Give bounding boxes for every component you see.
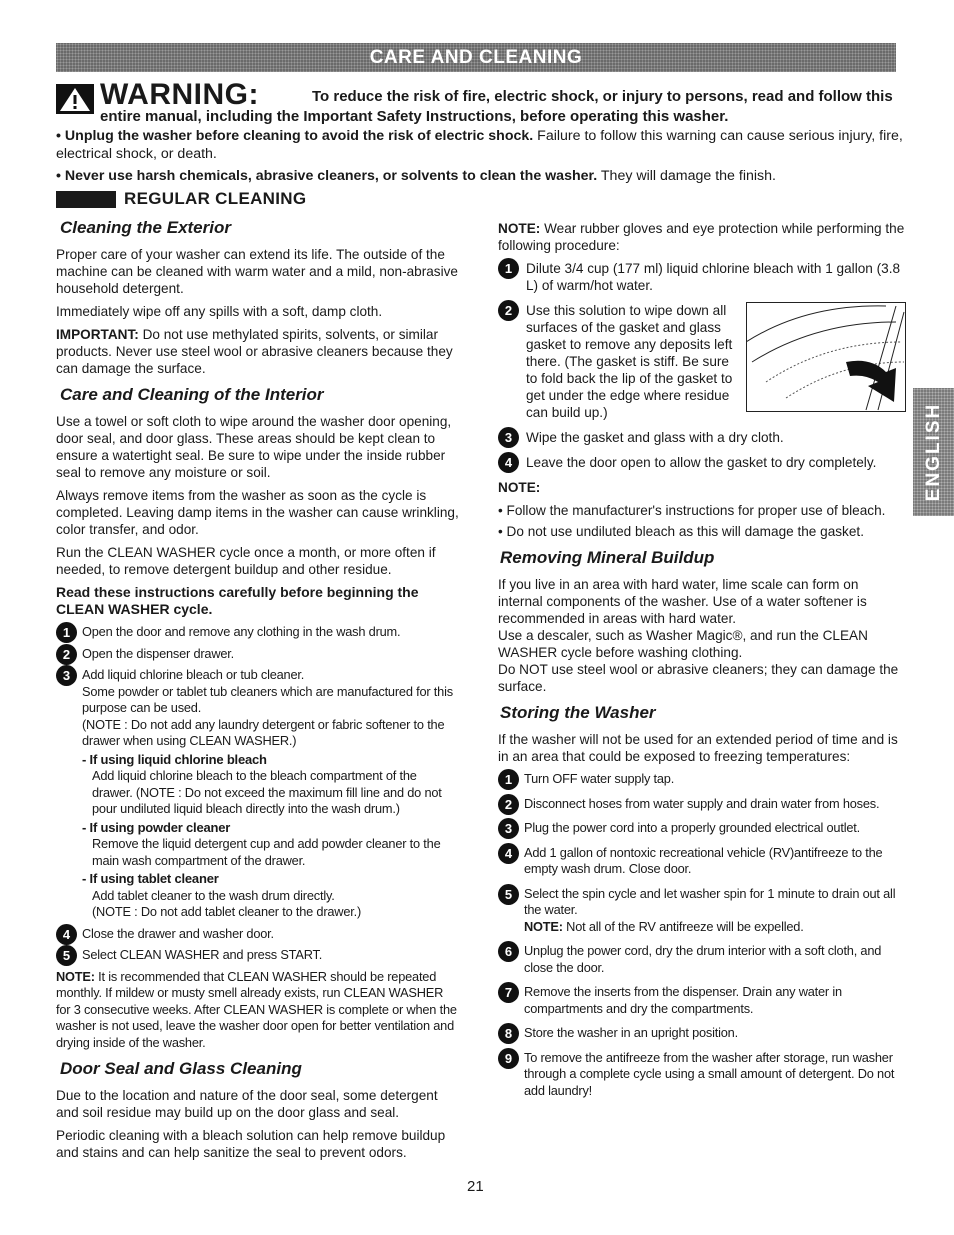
interior-p3: Run the CLEAN WASHER cycle once a month, or more often if needed, to remove detergent buildup and other residue. [56,545,436,577]
interior-p2: Always remove items from the washer as soon as the cycle is completed. Leaving damp items in the washer can cause wrinkling, color transfer, and odor. [56,488,459,537]
mineral-p1: If you live in an area with hard water, lime scale can form on internal components of the washer. Use of a water softener is recommended in areas with hard water. [498,577,867,626]
clean-step-3: 3 Add liquid chlorine bleach or tub cleaner. Some powder or tablet tub cleaners which are manufactured for this purpose can be used. (NOTE : Do not add any laundry detergent or fabric softener to the drawer when using CLEAN WASHER.) - If using liquid chlorine bleach Add liquid chlorine bleach to the bleach compartment of the drawer. (NOTE : Do not exceed the maximum fill line and do not pour undiluted liquid bleach directly into the wash drum.) - If using powder cleaner Remove the liquid detergent cup and add powder cleaner to the main wash compartment of the drawer. - If using tablet cleaner Add tablet cleaner to the wash drum directly. (NOTE : Do not add tablet cleaner to the drawer.) [56,667,460,921]
store-step-1: 1 Turn OFF water supply tap. [498,771,906,788]
exterior-important: IMPORTANT: Do not use methylated spirits, solvents, or similar products. Never use steel wool or abrasive cleaners because they can damage the surface. [56,327,453,376]
sub-liquid-title: - If using liquid chlorine bleach [82,751,267,767]
store-step-7: 7 Remove the inserts from the dispenser. Drain any water in compartments and dry the compartments. [498,984,906,1017]
heading-bar [56,191,116,208]
interior-title: Care and Cleaning of the Interior [60,385,324,404]
store-step-8: 8 Store the washer in an upright position. [498,1025,906,1042]
store-step-9: 9 To remove the antifreeze from the washer after storage, run washer through a complete cycle using a small amount of detergent. Do not add laundry! [498,1050,906,1100]
seal-step-2: 2 Use this solution to wipe down all surfaces of the gasket and glass gasket to remove any deposits left there. (The gasket is stiff. Be sure to fold back the lip of the gasket to get under the edge where residue can build up.) [498,302,906,421]
store-step-4: 4 Add 1 gallon of nontoxic recreational vehicle (RV)antifreeze to the empty wash drum. Close door. [498,845,906,878]
seal-step-1: 1 Dilute 3/4 cup (177 ml) liquid chlorine bleach with 1 gallon (3.8 L) of warm/hot water. [498,260,906,294]
language-side-tab: ENGLISH [913,388,954,516]
right-note: NOTE: Wear rubber gloves and eye protection while performing the following procedure: [498,221,905,253]
warning-bullet-chemicals: • Never use harsh chemicals, abrasive cleaners, or solvents to clean the washer. They will damage the finish. [56,168,776,184]
page-number: 21 [467,1178,484,1195]
sub-tablet-text-b: (NOTE : Do not add tablet cleaner to the drawer.) [92,904,362,919]
section-header-bar: CARE AND CLEANING [56,43,896,72]
interior-bold-instruction: Read these instructions carefully before beginning the CLEAN WASHER cycle. [56,584,419,617]
seal-step-4: 4 Leave the door open to allow the gasket to dry completely. [498,454,906,471]
clean-step-5: 5 Select CLEAN WASHER and press START. [56,947,460,964]
right-column [498,220,906,1104]
clean-step-1: 1 Open the door and remove any clothing in the wash drum. [56,624,460,641]
door-seal-p2: Periodic cleaning with a bleach solution can help remove buildup and stains and can help sanitize the seal to prevent odors. [56,1128,446,1160]
door-seal-title: Door Seal and Glass Cleaning [60,1059,302,1078]
sub-powder-title: - If using powder cleaner [82,819,231,835]
warning-lead-line2: entire manual, including the Important Safety Instructions, before operating this washer. [100,108,729,125]
sub-powder-text: Remove the liquid detergent cup and add powder cleaner to the main wash compartment of the drawer. [92,836,441,868]
gasket-illustration [746,302,906,412]
regular-cleaning-heading [56,188,460,210]
left-column [56,188,460,1167]
door-seal-p1: Due to the location and nature of the door seal, some detergent and soil residue may build up on the door glass and seal. [56,1088,438,1120]
seal-note-label: NOTE: [498,480,541,495]
clean-note: NOTE: It is recommended that CLEAN WASHER should be repeated monthly. If mildew or musty smell already exists, run CLEAN WASHER for 3 consecutive weeks. After CLEAN WASHER is complete or when the washer is not used, leave the washer door open for better ventilation and drying inside of the washer. [56,968,457,1050]
section-title: REGULAR CLEANING [124,189,307,208]
store-step-3: 3 Plug the power cord into a properly grounded electrical outlet. [498,820,906,837]
mineral-p2: Use a descaler, such as Washer Magic®, and run the CLEAN WASHER cycle before washing clothing. [498,628,868,660]
exterior-title: Cleaning the Exterior [60,218,231,237]
seal-note-bullet-1: • Follow the manufacturer's instructions for proper use of bleach. [498,503,886,518]
store-step-2: 2 Disconnect hoses from water supply and drain water from hoses. [498,796,906,813]
sub-tablet-title: - If using tablet cleaner [82,871,219,886]
exterior-p1: Proper care of your washer can extend its life. The outside of the machine can be cleaned with warm water and a mild, non-abrasive household detergent. [56,247,458,296]
warning-word: WARNING: [100,78,259,111]
storing-title: Storing the Washer [500,703,656,722]
mineral-p3: Do NOT use steel wool or abrasive cleaners; they can damage the surface. [498,662,899,694]
seal-note-bullet-2: • Do not use undiluted bleach as this will damage the gasket. [498,524,864,539]
clean-step-2: 2 Open the dispenser drawer. [56,646,460,663]
warning-lead-line1: To reduce the risk of fire, electric shock, or injury to persons, read and follow this [312,88,893,105]
store-step-6: 6 Unplug the power cord, dry the drum interior with a soft cloth, and close the door. [498,943,906,976]
warning-bullet-unplug: • Unplug the washer before cleaning to avoid the risk of electric shock. Failure to follow this warning can cause serious injury, fire, electrical shock, or death. [56,128,903,162]
clean-step-4: 4 Close the drawer and washer door. [56,926,460,943]
exterior-p2: Immediately wipe off any spills with a soft, damp cloth. [56,304,383,319]
seal-step-3: 3 Wipe the gasket and glass with a dry cloth. [498,429,906,446]
interior-p1: Use a towel or soft cloth to wipe around the washer door opening, door seal, and door glass. These areas should be kept clean to ensure a watertight seal. Be sure to wipe under the inside rubber seal to remove any moisture or soil. [56,414,452,480]
warning-block [56,78,906,189]
storing-p1: If the washer will not be used for an extended period of time and is in an area that could be exposed to freezing temperatures: [498,732,898,764]
mineral-title: Removing Mineral Buildup [500,548,715,567]
sub-liquid-text: Add liquid chlorine bleach to the bleach compartment of the drawer. (NOTE : Do not exceed the maximum fill line and do not pour undiluted liquid bleach directly into the wash drum.) [92,768,442,816]
sub-tablet-text-a: Add tablet cleaner to the wash drum directly. [92,887,335,903]
warning-triangle-icon [56,84,94,114]
store-step-5: 5 Select the spin cycle and let washer spin for 1 minute to drain out all the water. NOTE: Not all of the RV antifreeze will be expelled. [498,886,906,936]
